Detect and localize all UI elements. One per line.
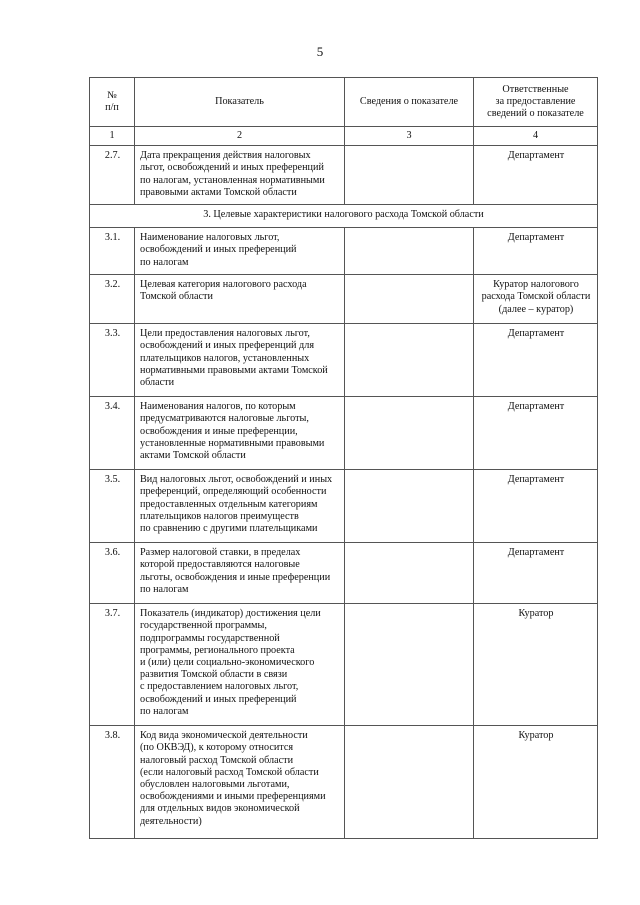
row-number: 3.1. (90, 228, 135, 275)
column-index: 3 (345, 127, 474, 146)
row-responsible: Куратор (474, 604, 598, 726)
row-info (345, 470, 474, 543)
section-title: 3. Целевые характеристики налогового расхода Томской области (90, 205, 598, 228)
row-responsible: Департамент (474, 397, 598, 470)
row-indicator: Наименования налогов, по которым предусматриваются налоговые льготы, освобождения и иные преференции, установленные нормативными правовыми актами Томской области (135, 397, 345, 470)
row-info (345, 324, 474, 397)
indicator-table (89, 77, 598, 839)
row-info (345, 397, 474, 470)
row-info (345, 543, 474, 604)
row-responsible: Департамент (474, 228, 598, 275)
row-responsible: Департамент (474, 470, 598, 543)
row-number: 3.2. (90, 275, 135, 324)
table-row (90, 397, 598, 470)
header-indicator: Показатель (135, 78, 345, 127)
row-responsible: Департамент (474, 146, 598, 205)
column-index-row (90, 127, 598, 146)
column-index: 4 (474, 127, 598, 146)
row-indicator: Показатель (индикатор) достижения цели государственной программы, подпрограммы государственной программы, регионального проекта и (или) цели социально-экономического развития Томской области в связи с предоставлением налоговых льгот, освобождений и иных преференций по налогам (135, 604, 345, 726)
row-responsible: Куратор (474, 726, 598, 839)
section-row (90, 205, 598, 228)
column-index: 2 (135, 127, 345, 146)
row-responsible: Департамент (474, 324, 598, 397)
header-num: № п/п (90, 78, 135, 127)
row-number: 3.6. (90, 543, 135, 604)
row-indicator: Дата прекращения действия налоговых льгот, освобождений и иных преференций по налогам, установленная нормативными правовыми актами Томской области (135, 146, 345, 205)
row-number: 3.4. (90, 397, 135, 470)
table-row (90, 726, 598, 839)
table-row (90, 228, 598, 275)
row-info (345, 228, 474, 275)
table-row (90, 146, 598, 205)
row-number: 3.7. (90, 604, 135, 726)
row-responsible: Куратор налогового расхода Томской области (далее – куратор) (474, 275, 598, 324)
row-indicator: Целевая категория налогового расхода Томской области (135, 275, 345, 324)
row-indicator: Размер налоговой ставки, в пределах которой предоставляются налоговые льготы, освобождения и иные преференции по налогам (135, 543, 345, 604)
row-indicator: Наименование налоговых льгот, освобождений и иных преференций по налогам (135, 228, 345, 275)
table-row (90, 470, 598, 543)
page-number: 5 (316, 44, 324, 59)
row-info (345, 604, 474, 726)
row-responsible: Департамент (474, 543, 598, 604)
table-row (90, 543, 598, 604)
row-indicator: Цели предоставления налоговых льгот, освобождений и иных преференций для плательщиков налогов, установленных нормативными правовыми актами Томской области (135, 324, 345, 397)
row-info (345, 275, 474, 324)
row-number: 3.8. (90, 726, 135, 839)
row-info (345, 726, 474, 839)
row-number: 3.3. (90, 324, 135, 397)
row-info (345, 146, 474, 205)
row-number: 3.5. (90, 470, 135, 543)
row-indicator: Код вида экономической деятельности (по ОКВЭД), к которому относится налоговый расход Томской области (если налоговый расход Томской области обусловлен налоговыми льготами, освобождениями и иными преференциями для отдельных видов экономической деятельности) (135, 726, 345, 839)
table-row (90, 275, 598, 324)
header-info: Сведения о показателе (345, 78, 474, 127)
table-row (90, 324, 598, 397)
row-indicator: Вид налоговых льгот, освобождений и иных преференций, определяющий особенности предоставленных отдельным категориям плательщиков налогов преимуществ по сравнению с другими плательщиками (135, 470, 345, 543)
table-header-row (90, 78, 598, 127)
table-row (90, 604, 598, 726)
header-responsible: Ответственные за предоставление сведений о показателе (474, 78, 598, 127)
column-index: 1 (90, 127, 135, 146)
row-number: 2.7. (90, 146, 135, 205)
